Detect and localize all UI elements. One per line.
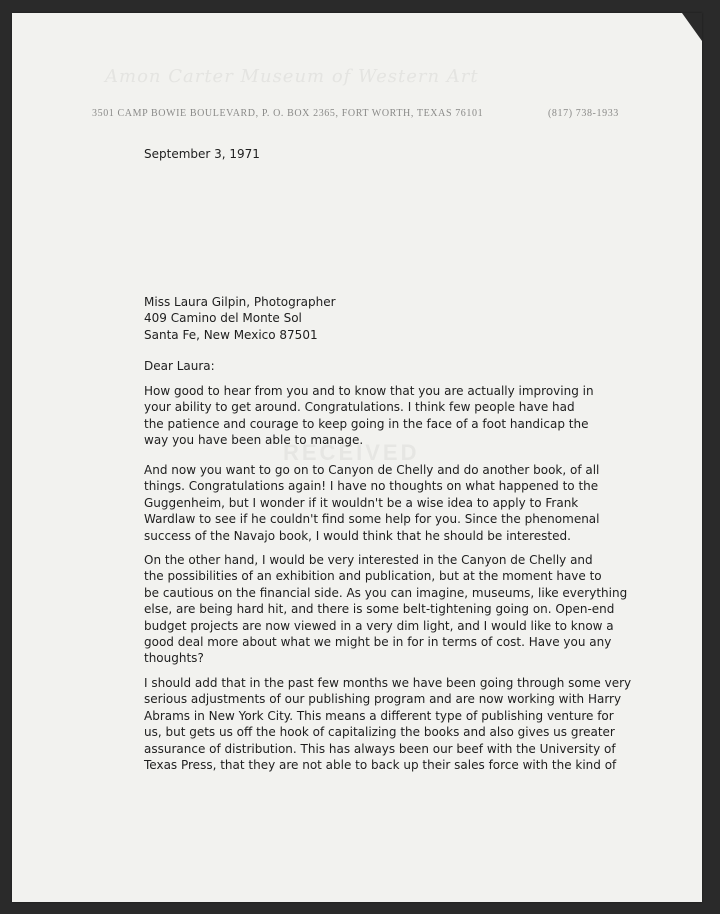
paragraph-line: thoughts? xyxy=(144,651,204,666)
paragraph-line: Texas Press, that they are not able to back up their sales force with the kind of xyxy=(144,757,617,772)
paragraph-line: How good to hear from you and to know that you are actually improving in xyxy=(144,384,594,398)
paragraph-1 xyxy=(144,383,594,449)
paragraph-line: Guggenheim, but I wonder if it wouldn't be a wise idea to apply to Frank xyxy=(144,495,579,510)
paragraph-line: assurance of distribution. This has always been our beef with the University of xyxy=(144,741,616,756)
received-stamp-watermark: RECEIVED xyxy=(283,440,420,465)
recipient-line: 409 Camino del Monte Sol xyxy=(144,311,302,326)
paragraph-4 xyxy=(144,675,631,773)
paragraph-line: Abrams in New York City. This means a different type of publishing venture for xyxy=(144,708,614,723)
paragraph-line: I should add that in the past few months we have been going through some very xyxy=(144,676,632,690)
paragraph-line: the possibilities of an exhibition and publication, but at the moment have to xyxy=(144,569,602,584)
paragraph-3 xyxy=(144,552,627,667)
paragraph-line: success of the Navajo book, I would think that he should be interested. xyxy=(144,528,571,543)
paragraph-line: else, are being hard hit, and there is some belt-tightening going on. Open-end xyxy=(144,602,615,617)
paragraph-line: Wardlaw to see if he couldn't find some help for you. Since the phenomenal xyxy=(144,512,600,527)
paragraph-line: And now you want to go on to Canyon de Chelly and do another book, of all xyxy=(144,463,600,477)
paragraph-line: way you have been able to manage. xyxy=(144,433,364,448)
recipient-line: Miss Laura Gilpin, Photographer xyxy=(144,295,336,309)
recipient-address xyxy=(144,294,336,343)
paragraph-2 xyxy=(144,462,600,544)
paragraph-line: serious adjustments of our publishing program and are now working with Harry xyxy=(144,692,622,707)
folded-corner xyxy=(682,13,702,41)
paragraph-line: be cautious on the financial side. As you can imagine, museums, like everything xyxy=(144,585,628,600)
paragraph-line: us, but gets us off the hook of capitalizing the books and also gives us greater xyxy=(144,725,615,740)
letter-date: September 3, 1971 xyxy=(144,147,260,161)
paragraph-line: budget projects are now viewed in a very dim light, and I would like to know a xyxy=(144,618,614,633)
letterhead-name: Amon Carter Museum of Western Art xyxy=(105,66,479,87)
paragraph-line: the patience and courage to keep going in the face of a foot handicap the xyxy=(144,416,589,431)
salutation: Dear Laura: xyxy=(144,359,215,373)
recipient-line: Santa Fe, New Mexico 87501 xyxy=(144,327,318,342)
paragraph-line: things. Congratulations again! I have no thoughts on what happened to the xyxy=(144,479,599,494)
paragraph-line: On the other hand, I would be very interested in the Canyon de Chelly and xyxy=(144,553,593,567)
paragraph-line: good deal more about what we might be in for in terms of cost. Have you any xyxy=(144,634,612,649)
letterhead-phone: (817) 738-1933 xyxy=(548,108,619,119)
letterhead-address: 3501 CAMP BOWIE BOULEVARD, P. O. BOX 2365, FORT WORTH, TEXAS 76101 xyxy=(92,108,484,119)
paragraph-line: your ability to get around. Congratulations. I think few people have had xyxy=(144,400,575,415)
